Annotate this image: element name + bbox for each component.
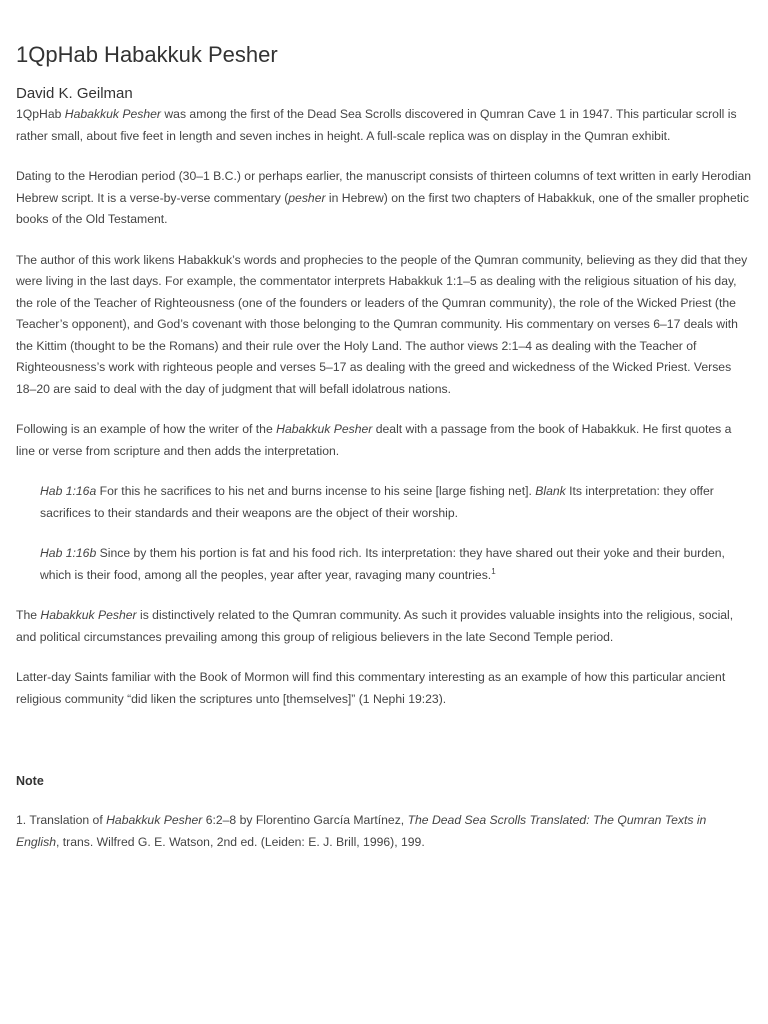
footnote-1: 1. Translation of Habakkuk Pesher 6:2–8 by Florentino García Martínez, The Dead Sea Scrolls Translated: The Qumran Texts in English, trans. Wilfred G. E. Watson, 2nd ed. (Leiden: E. J. Brill, 1996), 199. <box>16 813 707 849</box>
paragraph-dating: Dating to the Herodian period (30–1 B.C.) or perhaps earlier, the manuscript consists of thirteen columns of text written in early Herodian Hebrew script. It is a verse-by-verse commentary (pesher in Hebrew) on the first two chapters of Habakkuk, one of the smaller prophetic books of the Old Testament. <box>16 169 752 226</box>
page-title: 1QpHab Habakkuk Pesher <box>16 42 278 67</box>
footnote-ref-1[interactable]: 1 <box>491 566 496 576</box>
paragraph-community: The Habakkuk Pesher is distinctively related to the Qumran community. As such it provides valuable insights into the religious, social, and political circumstances prevailing among this group of religious believers in the late Second Temple period. <box>16 608 734 644</box>
paragraph-author-likens: The author of this work likens Habakkuk’s words and prophecies to the people of the Qumran community, believing as they did that they were living in the last days. For example, the commentator interprets Habakkuk 1:1–5 as dealing with the religious situation of his day, the role of the Teacher of Righteousness (one of the founders or leaders of the Qumran community), the role of the Wicked Priest (the Teacher’s opponent), and God’s covenant with those belonging to the Qumran community. His commentary on verses 6–17 deals with the Kittim (thought to be the Romans) and their rule over the Holy Land. The author views 2:1–4 as dealing with the Teacher of Righteousness’s work with righteous people and verses 5–17 as dealing with the greed and wickedness of the Wicked Priest. Verses 18–20 are said to deal with the day of judgment that will befall idolatrous nations. <box>16 252 748 396</box>
paragraph-intro: 1QpHab Habakkuk Pesher was among the first of the Dead Sea Scrolls discovered in Qumran Cave 1 in 1947. This particular scroll is rather small, about five feet in length and seven inches in height. A full-scale replica was on display in the Qumran exhibit. <box>16 107 737 143</box>
notes-heading: Note <box>16 774 44 788</box>
author-name: David K. Geilman <box>16 85 133 102</box>
blockquote-hab-1-16b: Hab 1:16b Since by them his portion is fat and his food rich. Its interpretation: they have shared out their yoke and their burden, which is their food, among all the peoples, year after year, ravaging many countries.$^1$ <box>40 546 725 582</box>
blockquote-hab-1-16a: Hab 1:16a For this he sacrifices to his net and burns incense to his seine [large fishing net]. Blank Its interpretation: they offer sacrifices to their standards and their weapons are the object of their worship. <box>40 484 714 520</box>
paragraph-latter-day-saints: Latter-day Saints familiar with the Book of Mormon will find this commentary interesting as an example of how this particular ancient religious community “did liken the scriptures unto [themselves]” (1 Nephi 19:23). <box>16 670 726 706</box>
paragraph-example-intro: Following is an example of how the writer of the Habakkuk Pesher dealt with a passage from the book of Habakkuk. He first quotes a line or verse from scripture and then adds the interpretation. <box>16 422 732 458</box>
